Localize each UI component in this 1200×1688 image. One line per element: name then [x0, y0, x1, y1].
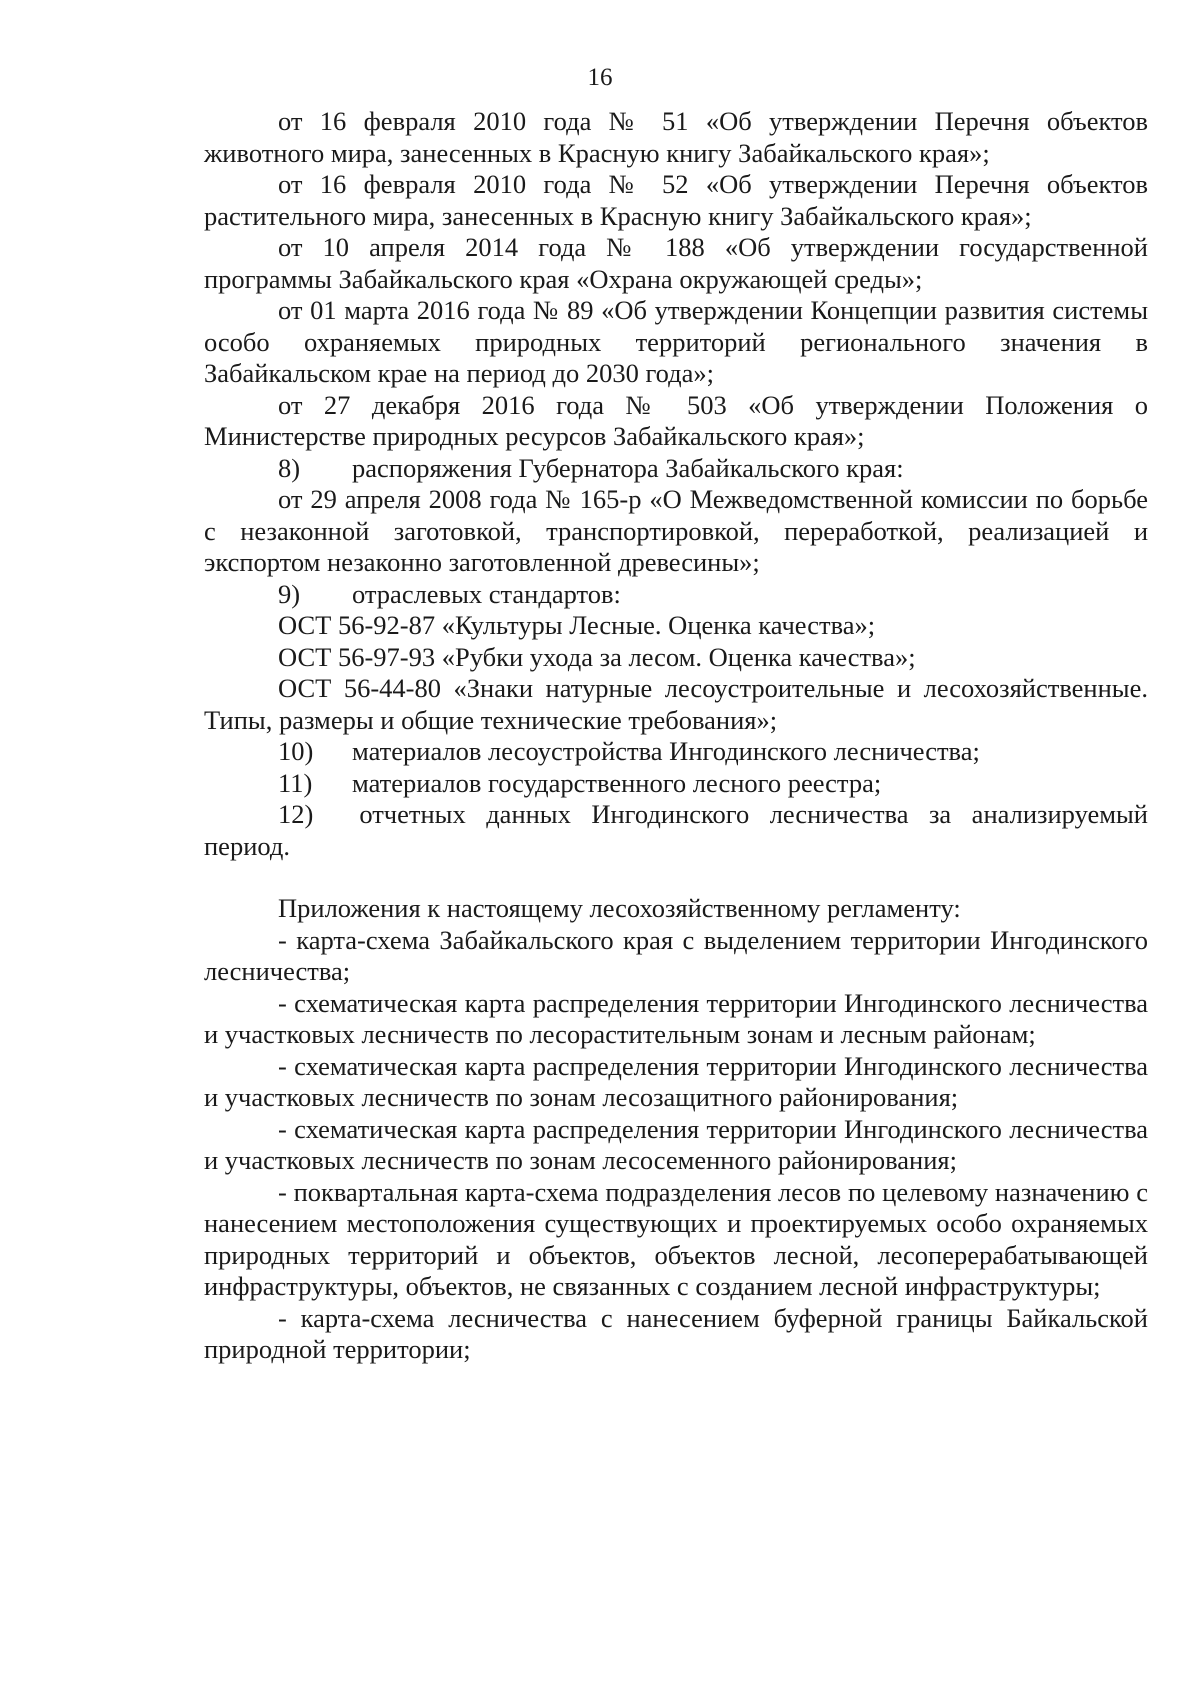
decree-paragraph: от 16 февраля 2010 года № 52 «Об утверждении Перечня объектов растительного мира, занесенных в Красную книгу Забайкальского края»;	[204, 169, 1148, 231]
appendix-item: - поквартальная карта-схема подразделения лесов по целевому назначению с нанесением местоположения существующих и проектируемых особо охраняемых природных территорий и объектов, объектов лесной, лесоперерабатывающей инфраструктуры, объектов, не связанных с созданием лесной инфраструктуры;	[204, 1176, 1148, 1301]
list-item-label: распоряжения Губернатора Забайкальского края:	[352, 452, 904, 483]
list-item-12	[204, 799, 1148, 862]
appendix-item: - схематическая карта распределения территории Ингодинского лесничества и участковых лесничеств по лесорастительным зонам и лесным районам;	[204, 987, 1148, 1049]
appendix-item: - схематическая карта распределения территории Ингодинского лесничества и участковых лесничеств по зонам лесозащитного районирования;	[204, 1050, 1148, 1112]
list-item-label: отраслевых стандартов:	[352, 578, 621, 609]
section-gap	[204, 862, 1148, 893]
list-item-number: 12)	[278, 799, 314, 829]
appendix-item: - карта-схема Забайкальского края с выделением территории Ингодинского лесничества;	[204, 924, 1148, 986]
decree-paragraph: от 01 марта 2016 года № 89 «Об утверждении Концепции развития системы особо охраняемых природных территорий регионального значения в Забайкальском крае на период до 2030 года»;	[204, 295, 1148, 388]
appendix-item: - схематическая карта распределения территории Ингодинского лесничества и участковых лесничеств по зонам лесосеменного районирования;	[204, 1113, 1148, 1175]
list-item-label: материалов лесоустройства Ингодинского лесничества;	[352, 736, 980, 766]
order-paragraph: от 29 апреля 2008 года № 165-р «О Межведомственной комиссии по борьбе с незаконной заготовкой, транспортировкой, переработкой, реализацией и экспортом незаконно заготовленной древесины»;	[204, 484, 1148, 577]
list-item-11	[204, 768, 1148, 800]
decree-paragraph: от 16 февраля 2010 года № 51 «Об утверждении Перечня объектов животного мира, занесенных в Красную книгу Забайкальского края»;	[204, 106, 1148, 168]
list-item-number: 10)	[278, 736, 314, 766]
appendix-item: - карта-схема лесничества с нанесением буферной границы Байкальской природной территории;	[204, 1302, 1148, 1364]
list-item-number: 11)	[278, 767, 313, 798]
list-item-8	[204, 453, 1148, 485]
list-item-10	[204, 736, 1148, 768]
decree-paragraph: от 27 декабря 2016 года № 503 «Об утверждении Положения о Министерстве природных ресурсов Забайкальского края»;	[204, 389, 1148, 451]
page-number: 16	[587, 64, 613, 91]
list-item-label: отчетных данных Ингодинского лесничества за анализируемый период.	[204, 799, 1148, 861]
standard-line: ОСТ 56-92-87 «Культуры Лесные. Оценка качества»;	[278, 610, 876, 640]
list-item-number: 9)	[278, 578, 301, 609]
list-item-number: 8)	[278, 452, 301, 483]
document-body	[204, 106, 1148, 1366]
appendix-heading: Приложения к настоящему лесохозяйственному регламенту:	[278, 893, 961, 923]
list-item-9	[204, 579, 1148, 611]
standard-line: ОСТ 56-97-93 «Рубки ухода за лесом. Оценка качества»;	[278, 641, 916, 672]
decree-paragraph: от 10 апреля 2014 года № 188 «Об утверждении государственной программы Забайкальского края «Охрана окружающей среды»;	[204, 232, 1148, 294]
standard-line: ОСТ 56-44-80 «Знаки натурные лесоустроительные и лесохозяйственные. Типы, размеры и общие технические требования»;	[204, 673, 1148, 735]
list-item-label: материалов государственного лесного реестра;	[352, 767, 882, 798]
